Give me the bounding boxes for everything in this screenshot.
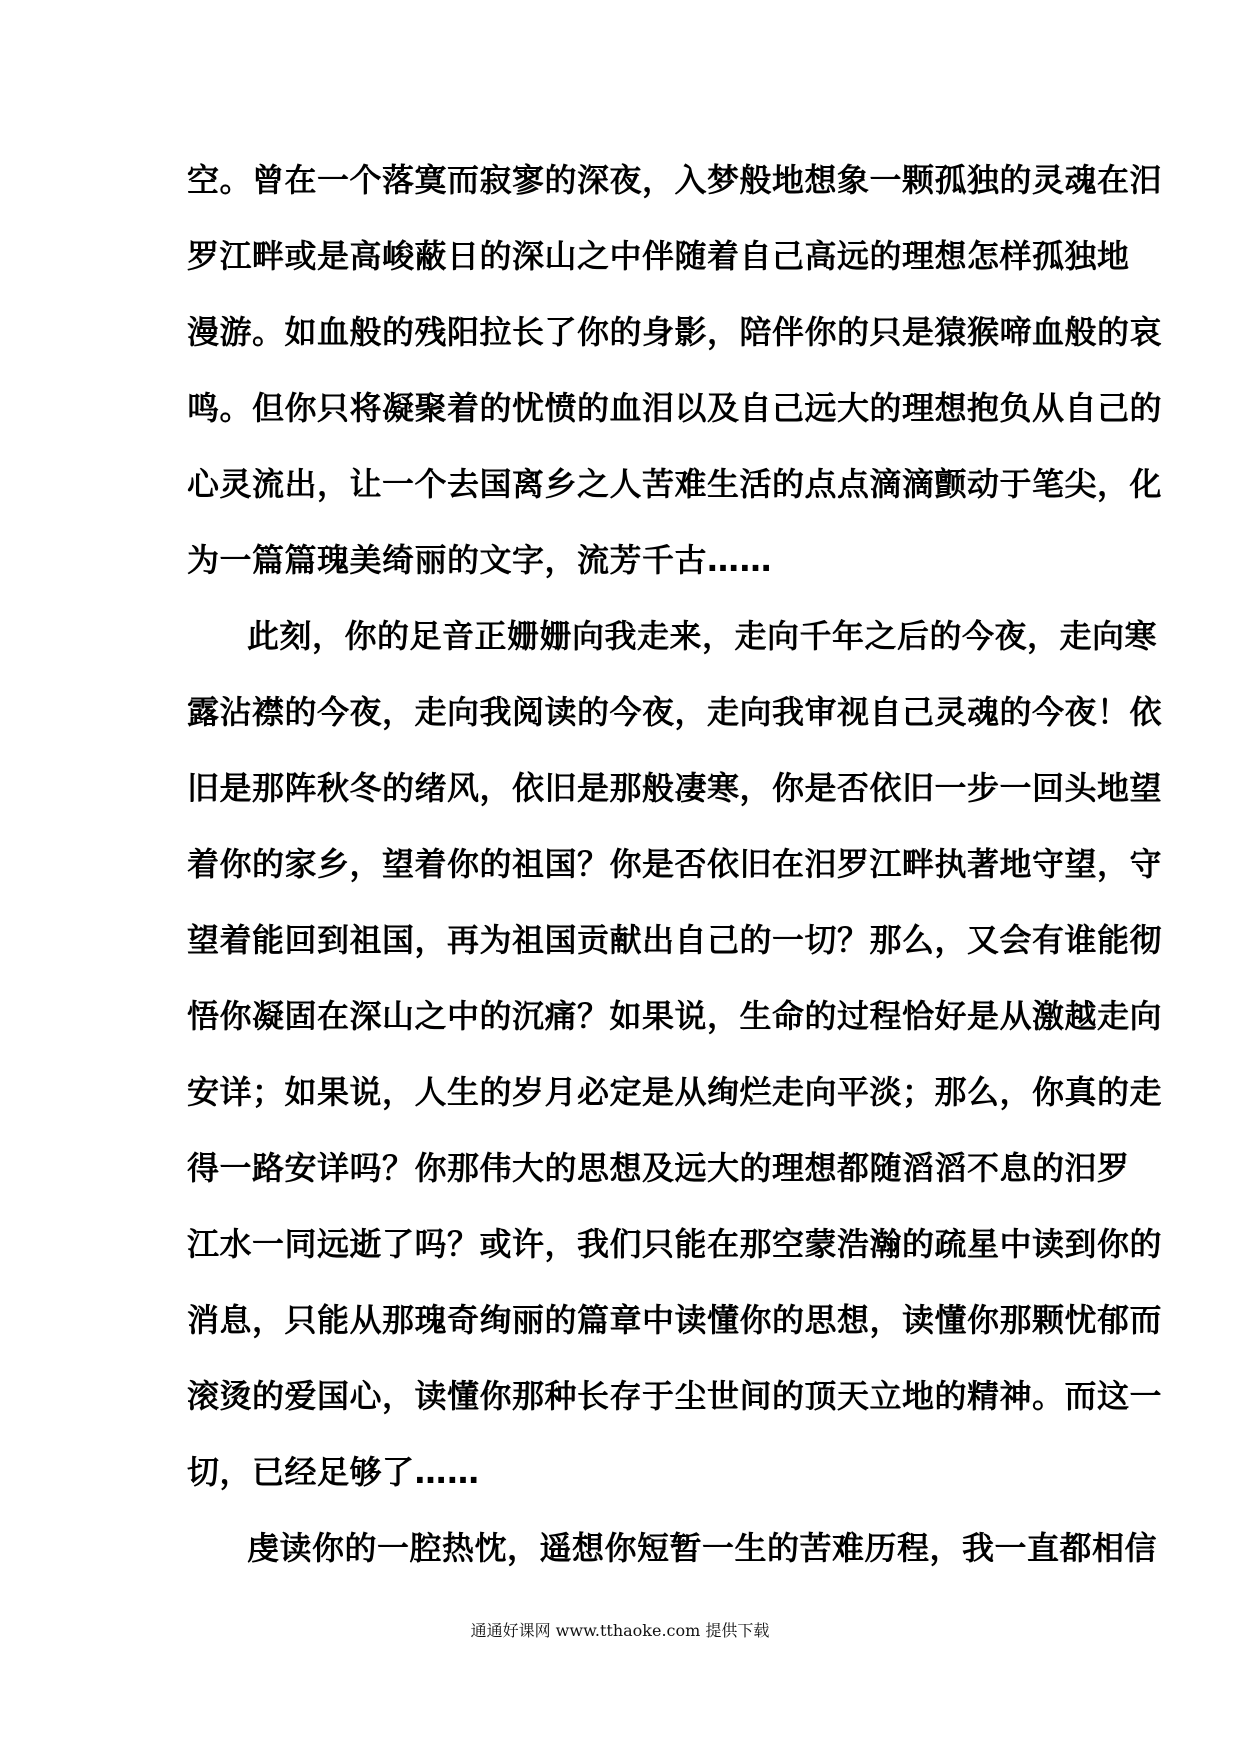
text-line: 虔读你的一腔热忱，遥想你短暂一生的苦难历程，我一直都相信 bbox=[247, 1529, 1158, 1567]
paragraph bbox=[187, 152, 1163, 608]
document-body bbox=[187, 152, 1163, 1596]
text-line: 得一路安详吗？你那伟大的思想及远大的理想都随滔滔不息的汨罗 bbox=[187, 1149, 1130, 1187]
text-line: 心灵流出，让一个去国离乡之人苦难生活的点点滴滴颤动于笔尖，化 bbox=[187, 465, 1163, 503]
text-line: 望着能回到祖国，再为祖国贡献出自己的一切？那么，又会有谁能彻 bbox=[187, 921, 1163, 959]
text-line: 鸣。但你只将凝聚着的忧愤的血泪以及自己远大的理想抱负从自己的 bbox=[187, 389, 1163, 427]
paragraph bbox=[187, 1520, 1158, 1596]
text-line: 露沾襟的今夜，走向我阅读的今夜，走向我审视自己灵魂的今夜！依 bbox=[187, 693, 1163, 731]
text-line: 消息，只能从那瑰奇绚丽的篇章中读懂你的思想，读懂你那颗忧郁而 bbox=[187, 1301, 1163, 1339]
text-line: 此刻，你的足音正姗姗向我走来，走向千年之后的今夜，走向寒 bbox=[247, 617, 1158, 655]
text-line: 为一篇篇瑰美绮丽的文字，流芳千古…… bbox=[187, 541, 773, 579]
text-line: 旧是那阵秋冬的绪风，依旧是那般凄寒，你是否依旧一步一回头地望 bbox=[187, 769, 1163, 807]
text-line: 罗江畔或是高峻蔽日的深山之中伴随着自己高远的理想怎样孤独地 bbox=[187, 237, 1130, 275]
text-line: 滚烫的爱国心，读懂你那种长存于尘世间的顶天立地的精神。而这一 bbox=[187, 1377, 1163, 1415]
text-line: 漫游。如血般的残阳拉长了你的身影，陪伴你的只是猿猴啼血般的哀 bbox=[187, 313, 1163, 351]
text-line: 空。曾在一个落寞而寂寥的深夜，入梦般地想象一颗孤独的灵魂在汨 bbox=[187, 161, 1163, 199]
text-line: 着你的家乡，望着你的祖国？你是否依旧在汨罗江畔执著地守望，守 bbox=[187, 845, 1163, 883]
text-line: 江水一同远逝了吗？或许，我们只能在那空蒙浩瀚的疏星中读到你的 bbox=[187, 1225, 1163, 1263]
text-line: 切，已经足够了…… bbox=[187, 1453, 480, 1491]
text-line: 安详；如果说，人生的岁月必定是从绚烂走向平淡；那么，你真的走 bbox=[187, 1073, 1163, 1111]
text-line: 悟你凝固在深山之中的沉痛？如果说，生命的过程恰好是从激越走向 bbox=[187, 997, 1163, 1035]
paragraph bbox=[187, 608, 1163, 1520]
page-footer: 通通好课网 www.tthaoke.com 提供下载 bbox=[470, 1621, 770, 1640]
